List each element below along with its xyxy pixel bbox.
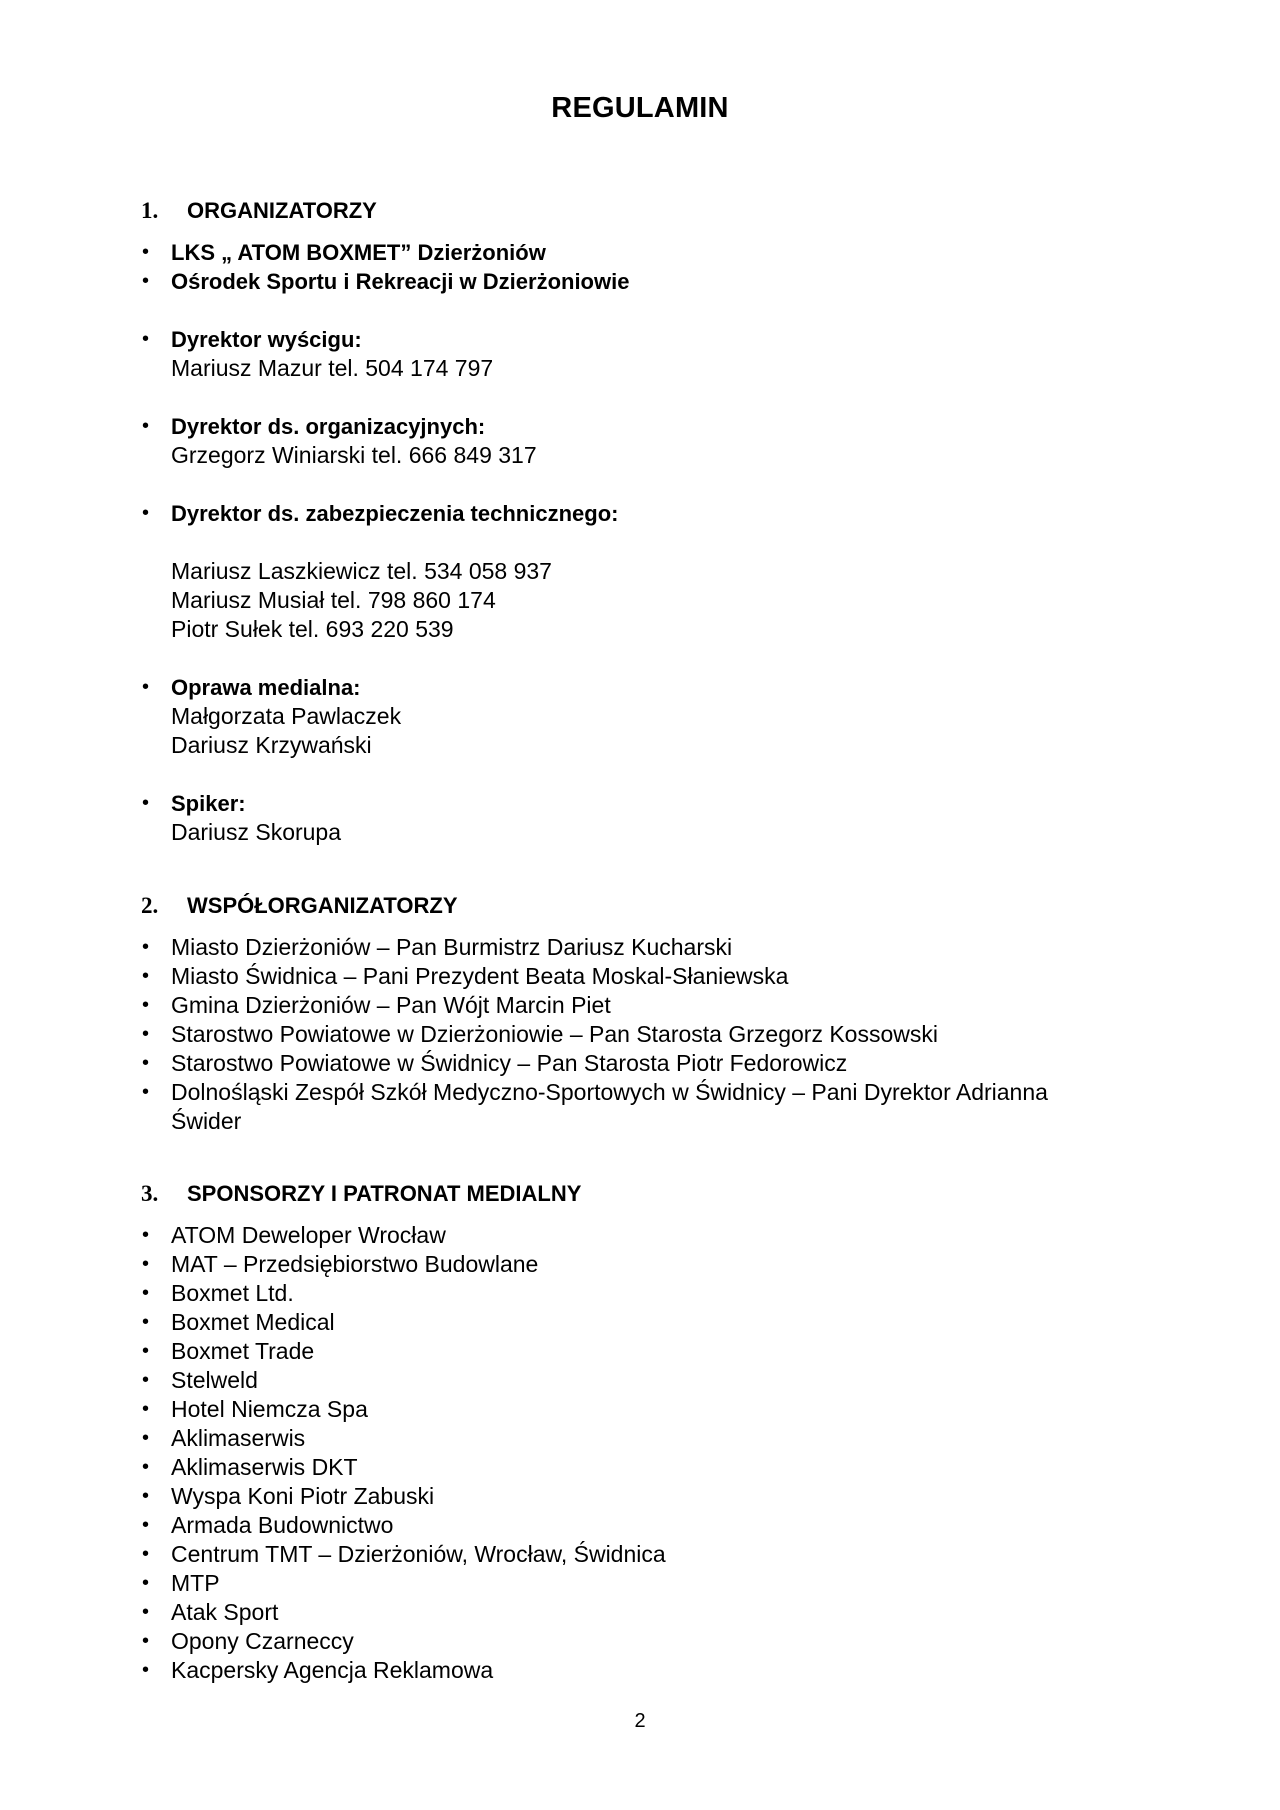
role-person: Małgorzata Pawlaczek <box>171 703 402 729</box>
section-title: WSPÓŁORGANIZATORZY <box>187 893 458 918</box>
section-number: 3. <box>141 1181 159 1206</box>
sponsor-item: Boxmet Medical <box>171 1309 335 1335</box>
bullet-icon: • <box>142 1369 150 1391</box>
role-label: Dyrektor wyścigu: <box>171 327 362 352</box>
section-title: SPONSORZY I PATRONAT MEDIALNY <box>187 1181 582 1206</box>
section-number: 1. <box>141 198 159 223</box>
role-label: Spiker: <box>171 791 246 816</box>
role-person: Mariusz Mazur tel. 504 174 797 <box>171 355 494 381</box>
role-person: Piotr Sułek tel. 693 220 539 <box>171 616 454 642</box>
organizer-item: LKS „ ATOM BOXMET” Dzierżoniów <box>171 240 546 265</box>
bullet-icon: • <box>142 1630 150 1652</box>
bullet-icon: • <box>142 1601 150 1623</box>
sponsor-item: Stelweld <box>171 1367 258 1393</box>
bullet-icon: • <box>142 328 150 350</box>
sponsor-item: Atak Sport <box>171 1599 279 1625</box>
bullet-icon: • <box>142 1514 150 1536</box>
bullet-icon: • <box>142 1456 150 1478</box>
bullet-icon: • <box>142 1340 150 1362</box>
bullet-icon: • <box>142 1543 150 1565</box>
role-person: Mariusz Musiał tel. 798 860 174 <box>171 587 496 613</box>
role-label: Dyrektor ds. organizacyjnych: <box>171 414 486 439</box>
list-item-continuation: Świder <box>171 1108 242 1134</box>
organizer-item: Ośrodek Sportu i Rekreacji w Dzierżoniowie <box>171 269 630 294</box>
bullet-icon: • <box>142 415 150 437</box>
bullet-icon: • <box>142 1659 150 1681</box>
bullet-icon: • <box>142 676 150 698</box>
sponsor-item: Aklimaserwis <box>171 1425 306 1451</box>
bullet-icon: • <box>142 1023 150 1045</box>
bullet-icon: • <box>142 1572 150 1594</box>
sponsor-item: Opony Czarneccy <box>171 1628 354 1654</box>
role-person: Dariusz Krzywański <box>171 732 372 758</box>
bullet-icon: • <box>142 502 150 524</box>
list-item: Starostwo Powiatowe w Dzierżoniowie – Pan Starosta Grzegorz Kossowski <box>171 1021 938 1047</box>
sponsor-item: Boxmet Trade <box>171 1338 315 1364</box>
list-item: Starostwo Powiatowe w Świdnicy – Pan Starosta Piotr Fedorowicz <box>171 1050 848 1076</box>
bullet-icon: • <box>142 241 150 263</box>
section-heading-sponsors <box>141 1179 581 1209</box>
sponsor-item: MAT – Przedsiębiorstwo Budowlane <box>171 1251 539 1277</box>
bullet-icon: • <box>142 1311 150 1333</box>
bullet-icon: • <box>142 1427 150 1449</box>
list-item: Miasto Dzierżoniów – Pan Burmistrz Dariusz Kucharski <box>171 934 733 960</box>
page-number: 2 <box>634 1710 646 1732</box>
list-item: Gmina Dzierżoniów – Pan Wójt Marcin Piet <box>171 992 611 1018</box>
section-heading-organizers <box>141 196 377 226</box>
sponsor-item: Wyspa Koni Piotr Zabuski <box>171 1483 435 1509</box>
role-person: Grzegorz Winiarski tel. 666 849 317 <box>171 442 537 468</box>
sponsor-item: Centrum TMT – Dzierżoniów, Wrocław, Świdnica <box>171 1541 666 1567</box>
role-label: Oprawa medialna: <box>171 675 361 700</box>
bullet-icon: • <box>142 1081 150 1103</box>
bullet-icon: • <box>142 965 150 987</box>
bullet-icon: • <box>142 1253 150 1275</box>
section-title: ORGANIZATORZY <box>187 198 377 223</box>
bullet-icon: • <box>142 792 150 814</box>
role-person: Mariusz Laszkiewicz tel. 534 058 937 <box>171 558 552 584</box>
section-heading-co-organizers <box>141 891 458 921</box>
bullet-icon: • <box>142 1398 150 1420</box>
bullet-icon: • <box>142 994 150 1016</box>
bullet-icon: • <box>142 1224 150 1246</box>
sponsor-item: ATOM Deweloper Wrocław <box>171 1222 446 1248</box>
sponsor-item: Armada Budownictwo <box>171 1512 394 1538</box>
bullet-icon: • <box>142 1052 150 1074</box>
bullet-icon: • <box>142 1282 150 1304</box>
role-person: Dariusz Skorupa <box>171 819 342 845</box>
list-item: Dolnośląski Zespół Szkół Medyczno-Sportowych w Świdnicy – Pani Dyrektor Adrianna <box>171 1079 1048 1105</box>
sponsor-item: MTP <box>171 1570 220 1596</box>
sponsor-item: Aklimaserwis DKT <box>171 1454 358 1480</box>
section-number: 2. <box>141 893 159 918</box>
sponsor-item: Hotel Niemcza Spa <box>171 1396 368 1422</box>
sponsor-item: Kacpersky Agencja Reklamowa <box>171 1657 494 1683</box>
list-item: Miasto Świdnica – Pani Prezydent Beata Moskal-Słaniewska <box>171 963 789 989</box>
bullet-icon: • <box>142 270 150 292</box>
document-title: REGULAMIN <box>551 92 729 124</box>
bullet-icon: • <box>142 1485 150 1507</box>
role-label: Dyrektor ds. zabezpieczenia technicznego: <box>171 501 619 526</box>
bullet-icon: • <box>142 936 150 958</box>
sponsor-item: Boxmet Ltd. <box>171 1280 294 1306</box>
